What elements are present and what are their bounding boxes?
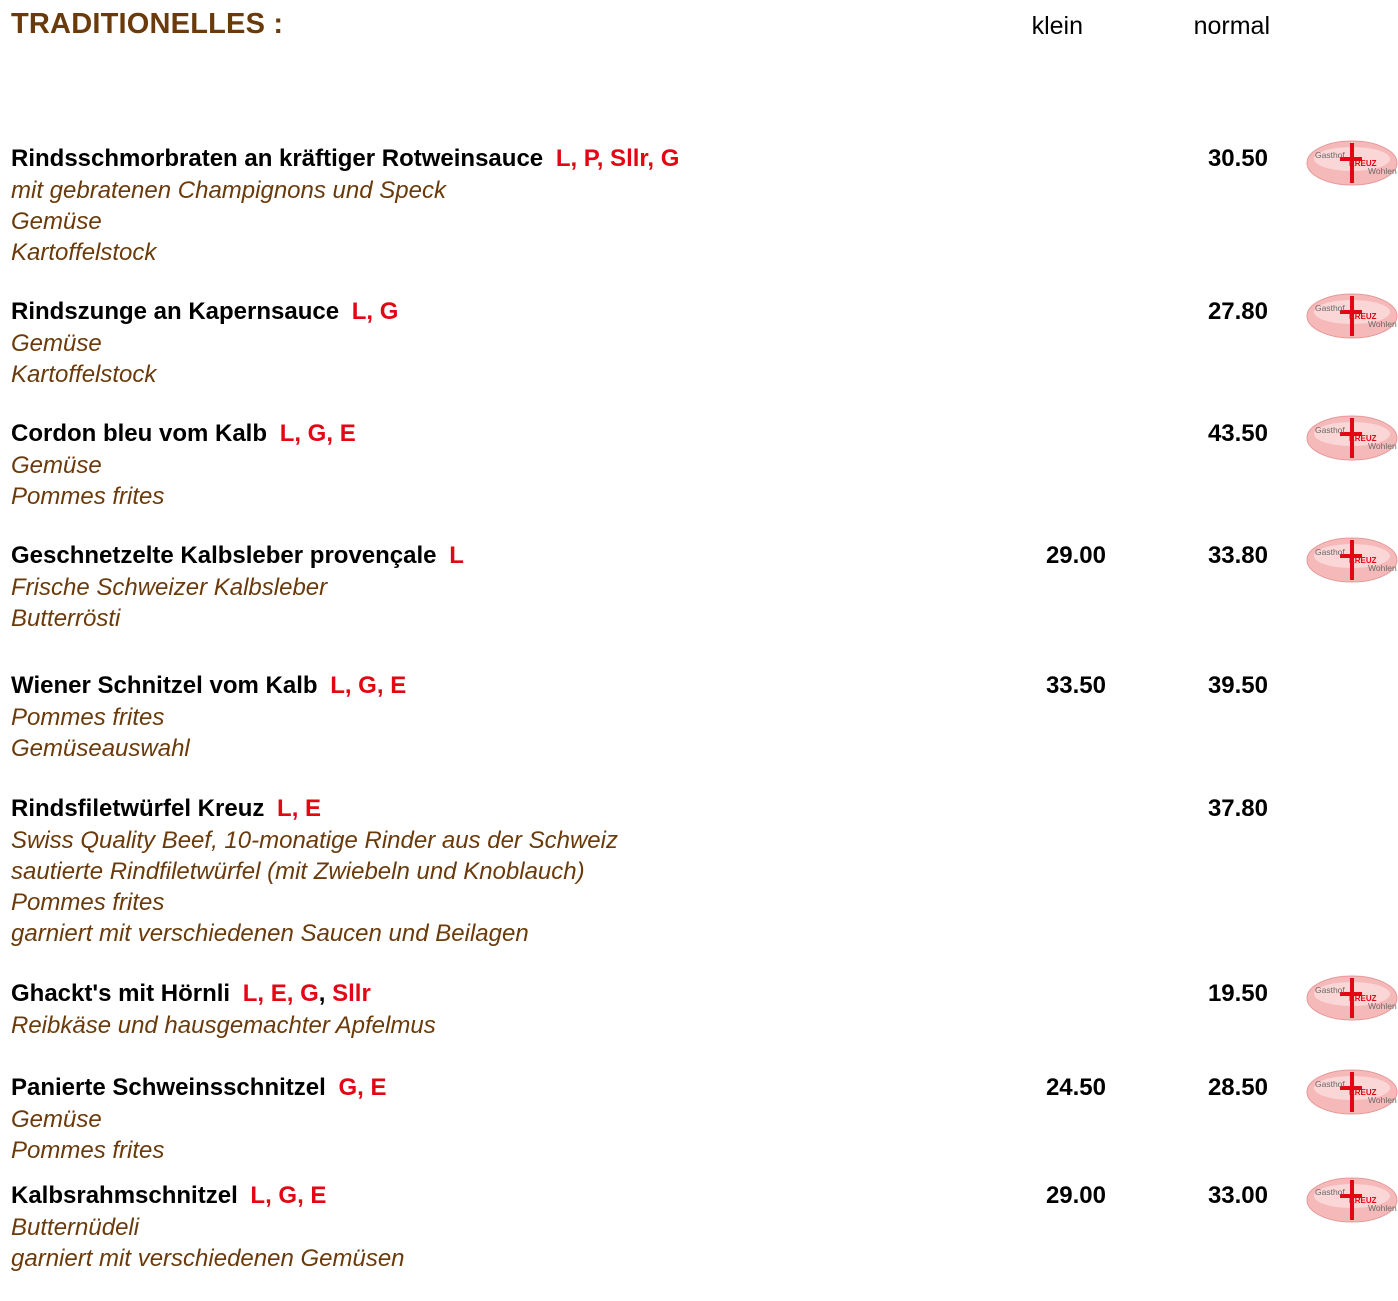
- dish-name: [11, 672, 406, 700]
- svg-text:KREUZ: KREUZ: [1349, 1088, 1377, 1097]
- description-line: Gemüse: [11, 330, 102, 357]
- description-line: Pommes frites: [11, 483, 165, 510]
- svg-text:Wohlen: Wohlen: [1368, 319, 1397, 329]
- allergen-codes: L, G: [351, 298, 399, 325]
- svg-text:KREUZ: KREUZ: [1349, 1196, 1377, 1205]
- dish-name: [11, 542, 464, 570]
- svg-text:KREUZ: KREUZ: [1349, 159, 1377, 168]
- description-line: Kartoffelstock: [11, 361, 157, 388]
- allergen-separator: ,: [318, 980, 333, 1007]
- column-header-small: klein: [1031, 12, 1083, 40]
- svg-text:Wohlen: Wohlen: [1368, 563, 1397, 573]
- allergen-codes: L, E: [277, 795, 322, 822]
- dish-name: [11, 1074, 386, 1102]
- dish-description: [11, 1212, 405, 1274]
- price-normal: 43.50: [1207, 420, 1268, 447]
- description-line: Pommes frites: [11, 704, 165, 731]
- price-normal: 27.80: [1207, 298, 1268, 325]
- svg-text:Gasthof: Gasthof: [1315, 547, 1345, 557]
- price-normal: 39.50: [1207, 672, 1268, 699]
- dish-title: Wiener Schnitzel vom Kalb: [11, 672, 318, 699]
- allergen-codes: L, G, E: [330, 672, 407, 699]
- description-line: sautierte Rindfiletwürfel (mit Zwiebeln und Knoblauch): [11, 858, 585, 885]
- description-line: Kartoffelstock: [11, 239, 157, 266]
- description-line: Butternüdeli: [11, 1214, 140, 1241]
- allergen-codes: G, E: [338, 1074, 387, 1101]
- price-normal: 37.80: [1207, 795, 1268, 822]
- svg-text:Gasthof: Gasthof: [1315, 1079, 1345, 1089]
- svg-text:KREUZ: KREUZ: [1349, 994, 1377, 1003]
- description-line: Swiss Quality Beef, 10-monatige Rinder aus der Schweiz: [11, 827, 618, 854]
- dish-title: Geschnetzelte Kalbsleber provençale: [11, 542, 437, 569]
- dish-title: Cordon bleu vom Kalb: [11, 420, 268, 447]
- description-line: Gemüse: [11, 208, 102, 235]
- dish-description: [11, 1104, 164, 1166]
- description-line: Pommes frites: [11, 889, 165, 916]
- svg-text:Gasthof: Gasthof: [1315, 150, 1345, 160]
- description-line: garniert mit verschiedenen Gemüsen: [11, 1245, 405, 1272]
- dish-description: [11, 825, 618, 949]
- allergen-codes: L, E, G: [242, 980, 319, 1007]
- svg-text:Gasthof: Gasthof: [1315, 303, 1345, 313]
- price-small: 29.00: [1045, 542, 1106, 569]
- allergen-codes: L, P, Sllr, G: [555, 145, 680, 172]
- description-line: Butterrösti: [11, 605, 121, 632]
- description-line: Gemüse: [11, 1106, 102, 1133]
- dish-name: [11, 795, 321, 823]
- gasthof-kreuz-logo: [1306, 974, 1398, 1022]
- description-line: Frische Schweizer Kalbsleber: [11, 574, 328, 601]
- svg-text:Wohlen: Wohlen: [1368, 1095, 1397, 1105]
- dish-title: Ghackt's mit Hörnli: [11, 980, 231, 1007]
- allergen-codes: L, G, E: [250, 1182, 327, 1209]
- dish-description: [11, 175, 446, 268]
- description-line: mit gebratenen Champignons und Speck: [11, 177, 446, 204]
- dish-description: [11, 328, 156, 390]
- svg-text:Gasthof: Gasthof: [1315, 1187, 1345, 1197]
- dish-title: Rindsfiletwürfel Kreuz: [11, 795, 265, 822]
- svg-text:Wohlen: Wohlen: [1368, 441, 1397, 451]
- dish-name: [11, 1182, 326, 1210]
- svg-text:KREUZ: KREUZ: [1349, 312, 1377, 321]
- gasthof-kreuz-logo: [1306, 139, 1398, 187]
- dish-title: Rindsschmorbraten an kräftiger Rotweinsauce: [11, 145, 544, 172]
- description-line: Gemüseauswahl: [11, 735, 190, 762]
- price-normal: 28.50: [1207, 1074, 1268, 1101]
- svg-text:Gasthof: Gasthof: [1315, 985, 1345, 995]
- gasthof-kreuz-logo: [1306, 1068, 1398, 1116]
- allergen-codes-extra: Sllr: [332, 980, 371, 1007]
- dish-title: Kalbsrahmschnitzel: [11, 1182, 238, 1209]
- price-small: 24.50: [1045, 1074, 1106, 1101]
- dish-description: [11, 572, 327, 634]
- description-line: Gemüse: [11, 452, 102, 479]
- description-line: Pommes frites: [11, 1137, 165, 1164]
- svg-text:Gasthof: Gasthof: [1315, 425, 1345, 435]
- dish-description: [11, 450, 164, 512]
- gasthof-kreuz-logo: [1306, 292, 1398, 340]
- section-title: TRADITIONELLES :: [11, 8, 284, 40]
- gasthof-kreuz-logo: [1306, 1176, 1398, 1224]
- price-normal: 33.00: [1207, 1182, 1268, 1209]
- dish-description: [11, 702, 190, 764]
- description-line: garniert mit verschiedenen Saucen und Beilagen: [11, 920, 529, 947]
- svg-text:KREUZ: KREUZ: [1349, 556, 1377, 565]
- gasthof-kreuz-logo: [1306, 414, 1398, 462]
- svg-text:Wohlen: Wohlen: [1368, 166, 1397, 176]
- gasthof-kreuz-logo: [1306, 536, 1398, 584]
- svg-text:Wohlen: Wohlen: [1368, 1203, 1397, 1213]
- column-header-normal: normal: [1193, 12, 1270, 40]
- description-line: Reibkäse und hausgemachter Apfelmus: [11, 1012, 436, 1039]
- price-normal: 33.80: [1207, 542, 1268, 569]
- price-normal: 19.50: [1207, 980, 1268, 1007]
- allergen-codes: L, G, E: [279, 420, 356, 447]
- dish-name: [11, 298, 398, 326]
- dish-name: [11, 980, 371, 1008]
- dish-name: [11, 145, 679, 173]
- svg-text:KREUZ: KREUZ: [1349, 434, 1377, 443]
- price-normal: 30.50: [1207, 145, 1268, 172]
- allergen-codes: L: [449, 542, 464, 569]
- price-small: 33.50: [1045, 672, 1106, 699]
- dish-name: [11, 420, 356, 448]
- price-small: 29.00: [1045, 1182, 1106, 1209]
- svg-text:Wohlen: Wohlen: [1368, 1001, 1397, 1011]
- dish-title: Panierte Schweinsschnitzel: [11, 1074, 326, 1101]
- dish-description: [11, 1010, 436, 1041]
- dish-title: Rindszunge an Kapernsauce: [11, 298, 340, 325]
